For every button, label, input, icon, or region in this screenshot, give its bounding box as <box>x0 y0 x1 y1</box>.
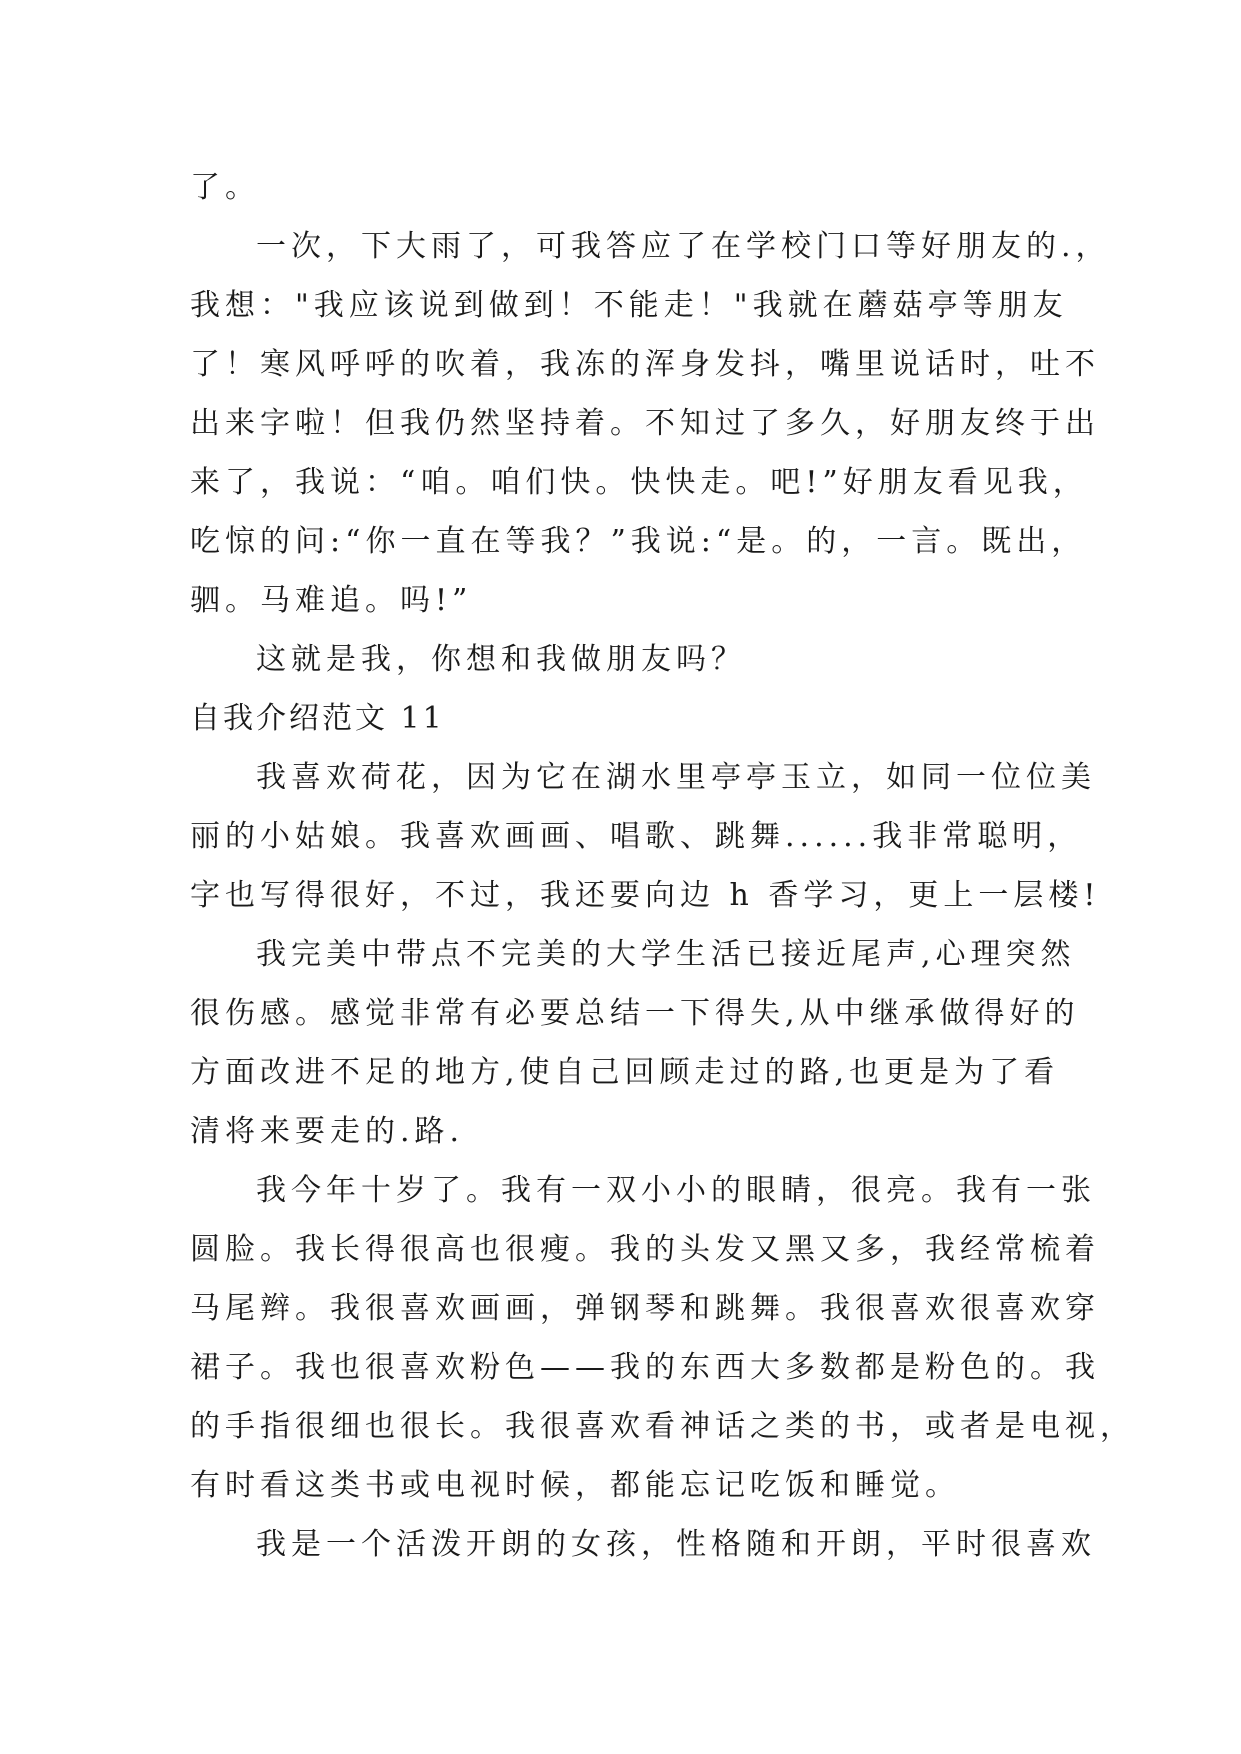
text-line: 的手指很细也很长。我很喜欢看神话之类的书，或者是电视， <box>190 1409 1135 1444</box>
text-line: 字也写得很好，不过，我还要向边 h 香学习，更上一层楼! <box>190 878 1101 913</box>
text-line: 方面改进不足的地方,使自己回顾走过的路,也更是为了看 <box>190 1055 1060 1090</box>
text-line: 裙子。我也很喜欢粉色——我的东西大多数都是粉色的。我 <box>190 1350 1100 1385</box>
text-line: 了。 <box>190 170 260 205</box>
text-line: 驷。马难追。吗!” <box>190 583 473 618</box>
text-line: 一次，下大雨了，可我答应了在学校门口等好朋友的.， <box>256 229 1111 264</box>
text-line: 我是一个活泼开朗的女孩，性格随和开朗，平时很喜欢 <box>256 1527 1096 1562</box>
section-heading: 自我介绍范文 11 <box>190 701 445 736</box>
text-line: 这就是我，你想和我做朋友吗？ <box>256 642 746 677</box>
text-line: 我今年十岁了。我有一双小小的眼睛，很亮。我有一张 <box>256 1173 1096 1208</box>
text-line: 来了，我说：“咱。咱们快。快快走。吧!”好朋友看见我， <box>190 465 1088 500</box>
text-line: 出来字啦！但我仍然坚持着。不知过了多久，好朋友终于出 <box>190 406 1100 441</box>
text-line: 吃惊的问:“你一直在等我？”我说:“是。的，一言。既出， <box>190 524 1087 559</box>
text-line: 清将来要走的.路. <box>190 1114 465 1149</box>
text-line: 马尾辫。我很喜欢画画，弹钢琴和跳舞。我很喜欢很喜欢穿 <box>190 1291 1100 1326</box>
text-line: 很伤感。感觉非常有必要总结一下得失,从中继承做得好的 <box>190 996 1080 1031</box>
text-line: 我想："我应该说到做到！不能走！"我就在蘑菇亭等朋友 <box>190 288 1068 323</box>
text-line: 了！寒风呼呼的吹着，我冻的浑身发抖，嘴里说话时，吐不 <box>190 347 1100 382</box>
text-line: 有时看这类书或电视时候，都能忘记吃饭和睡觉。 <box>190 1468 960 1503</box>
text-line: 我完美中带点不完美的大学生活已接近尾声,心理突然 <box>256 937 1076 972</box>
document-body <box>190 158 1135 1574</box>
text-line: 圆脸。我长得很高也很瘦。我的头发又黑又多，我经常梳着 <box>190 1232 1100 1267</box>
text-line: 我喜欢荷花，因为它在湖水里亭亭玉立，如同一位位美 <box>256 760 1096 795</box>
text-line: 丽的小姑娘。我喜欢画画、唱歌、跳舞......我非常聪明， <box>190 819 1083 854</box>
